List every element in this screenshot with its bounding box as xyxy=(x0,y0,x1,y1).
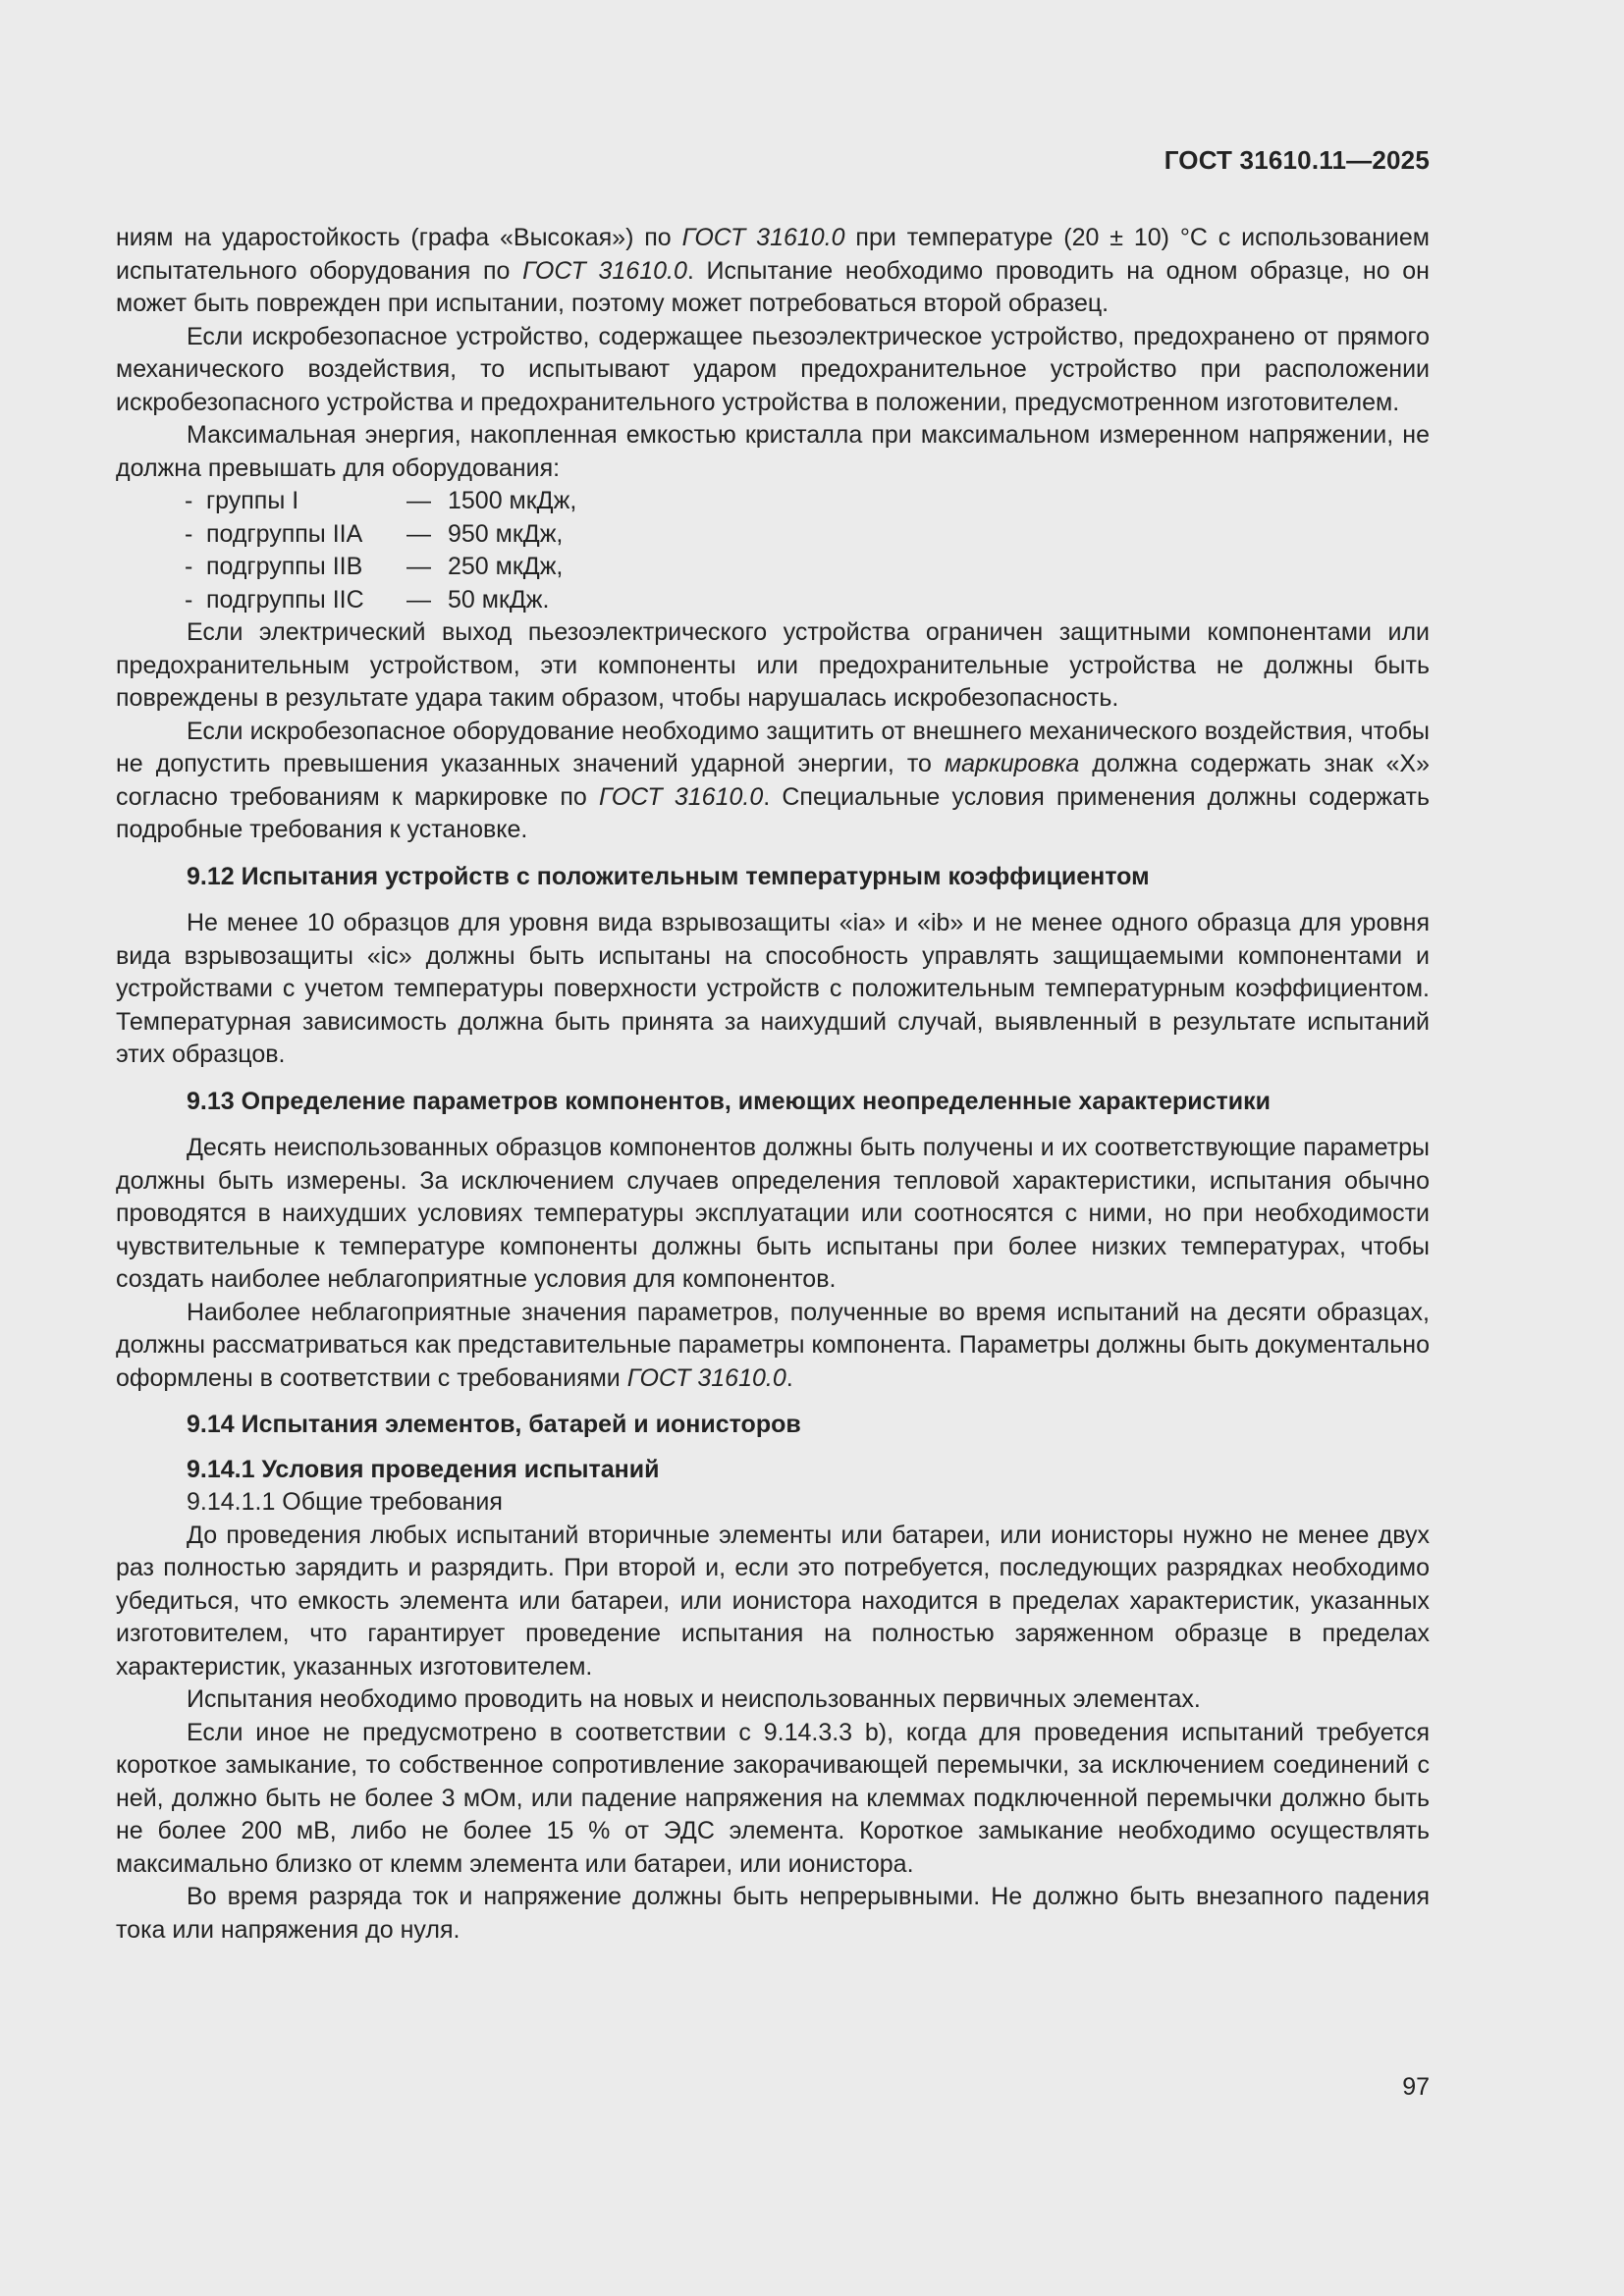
paragraph-primary-cells: Испытания необходимо проводить на новых и неиспользованных первичных элементах. xyxy=(187,1685,1201,1713)
section-heading-9-12: 9.12 Испытания устройств с положительным температурным коэффициентом xyxy=(187,862,1150,890)
paragraph-electrical-output: Если электрический выход пьезоэлектрического устройства ограничен защитными компонентами или предохранительным устройством, эти компоненты или предохранительные устройства не должны быть повреждены в результате удара таким образом, чтобы нарушалась искробезопасность. xyxy=(116,618,1430,712)
paragraph-continuous-discharge: Во время разряда ток и напряжение должны быть непрерывными. Не должно быть внезапного падения тока или напряжения до нуля. xyxy=(116,1883,1430,1944)
list-item: - подгруппы IIB — 250 мкДж, xyxy=(185,553,564,580)
standard-reference: ГОСТ 31610.0 xyxy=(598,782,764,811)
document-id-header: ГОСТ 31610.11—2025 xyxy=(1164,145,1430,175)
standard-reference: ГОСТ 31610.0 xyxy=(681,224,845,251)
paragraph-charge-discharge: До проведения любых испытаний вторичные элементы или батареи, или ионисторы нужно не менее двух раз полностью зарядить и разрядить. При второй и, если это потребуется, последующих разрядках необходимо убедиться, что емкость элемента или батареи, или ионистора находится в пределах характеристик, указанных изготовителем, что гарантирует проведение испытания на полностью заряженном образце в пределах характеристик, указанных изготовителем. xyxy=(116,1521,1430,1681)
paragraph-worst-parameters: Наиболее неблагоприятные значения параметров, полученные во время испытаний на десяти образцах, должны рассматриваться как представительные параметры компонента. Параметры должны быть документально оформлены в соответствии с требованиями ГОСТ 31610.0. xyxy=(116,1298,1430,1392)
list-item: - подгруппы IIA — 950 мкДж, xyxy=(185,519,564,548)
standard-reference: ГОСТ 31610.0 xyxy=(522,256,687,285)
document-body xyxy=(116,222,1430,1947)
page-number: 97 xyxy=(1402,2073,1430,2101)
paragraph-max-energy: Максимальная энергия, накопленная емкостью кристалла при максимальном измеренном напряжении, не должна превышать для оборудования: xyxy=(116,421,1430,482)
paragraph-protective-device: Если искробезопасное устройство, содержащее пьезоэлектрическое устройство, предохранено от прямого механического воздействия, то испытывают ударом предохранительное устройство при расположении искробезопасного устройства и предохранительного устройства в положении, предусмотренном изготовителем. xyxy=(116,322,1430,416)
subsection-heading-9-14-1-1: 9.14.1.1 Общие требования xyxy=(187,1488,503,1516)
paragraph-impact-test-continuation: ниям на ударостойкость (графа «Высокая») по ГОСТ 31610.0 при температуре (20 ± 10) °С с использованием испытательного оборудования по ГОСТ 31610.0. Испытание необходимо проводить на одном образце, но он может быть поврежден при испытании, поэтому может потребоваться второй образец. xyxy=(116,224,1430,317)
standard-reference: ГОСТ 31610.0 xyxy=(626,1363,786,1392)
document-page xyxy=(116,0,1430,2296)
paragraph-ptc-test: Не менее 10 образцов для уровня вида взрывозащиты «ia» и «ib» и не менее одного образца для уровня вида взрывозащиты «ic» должны быть испытаны на способность управлять защищаемыми компонентами и устройствами с учетом температуры поверхности устройств с положительным температурным коэффициентом. Температурная зависимость должна быть принята за наихудший случай, выявленный в результате испытаний этих образцов. xyxy=(116,909,1430,1068)
list-item: - подгруппы IIC — 50 мкДж. xyxy=(185,585,550,614)
section-heading-9-13: 9.13 Определение параметров компонентов, имеющих неопределенные характеристики xyxy=(187,1087,1272,1115)
energy-limits-list xyxy=(116,485,1430,616)
marking-term: маркировка xyxy=(945,750,1080,777)
subsection-heading-9-14-1: 9.14.1 Условия проведения испытаний xyxy=(187,1455,660,1483)
list-item: - группы I — 1500 мкДж, xyxy=(185,487,577,514)
section-heading-9-14: 9.14 Испытания элементов, батарей и ионисторов xyxy=(187,1411,801,1438)
paragraph-marking-x: Если искробезопасное оборудование необходимо защитить от внешнего механического воздействия, чтобы не допустить превышения указанных значений ударной энергии, то маркировка должна содержать знак «X» согласно требованиям к маркировке по ГОСТ 31610.0. Специальные условия применения должны содержать подробные требования к установке. xyxy=(116,717,1430,843)
paragraph-short-circuit: Если иное не предусмотрено в соответствии с 9.14.3.3 b), когда для проведения испытаний требуется короткое замыкание, то собственное сопротивление закорачивающей перемычки, за исключением соединений с ней, должно быть не более 3 мОм, или падение напряжения на клеммах подключенной перемычки должно быть не более 200 мВ, либо не более 15 % от ЭДС элемента. Короткое замыкание необходимо осуществлять максимально близко от клемм элемента или батареи, или ионистора. xyxy=(116,1718,1430,1878)
paragraph-components-samples: Десять неиспользованных образцов компонентов должны быть получены и их соответствующие параметры должны быть измерены. За исключением случаев определения тепловой характеристики, испытания обычно проводятся в наихудших условиях температуры эксплуатации или соотносятся с ними, но при необходимости чувствительные к температуре компоненты должны быть испытаны при более низких температурах, чтобы создать наиболее неблагоприятные условия для компонентов. xyxy=(116,1134,1430,1293)
